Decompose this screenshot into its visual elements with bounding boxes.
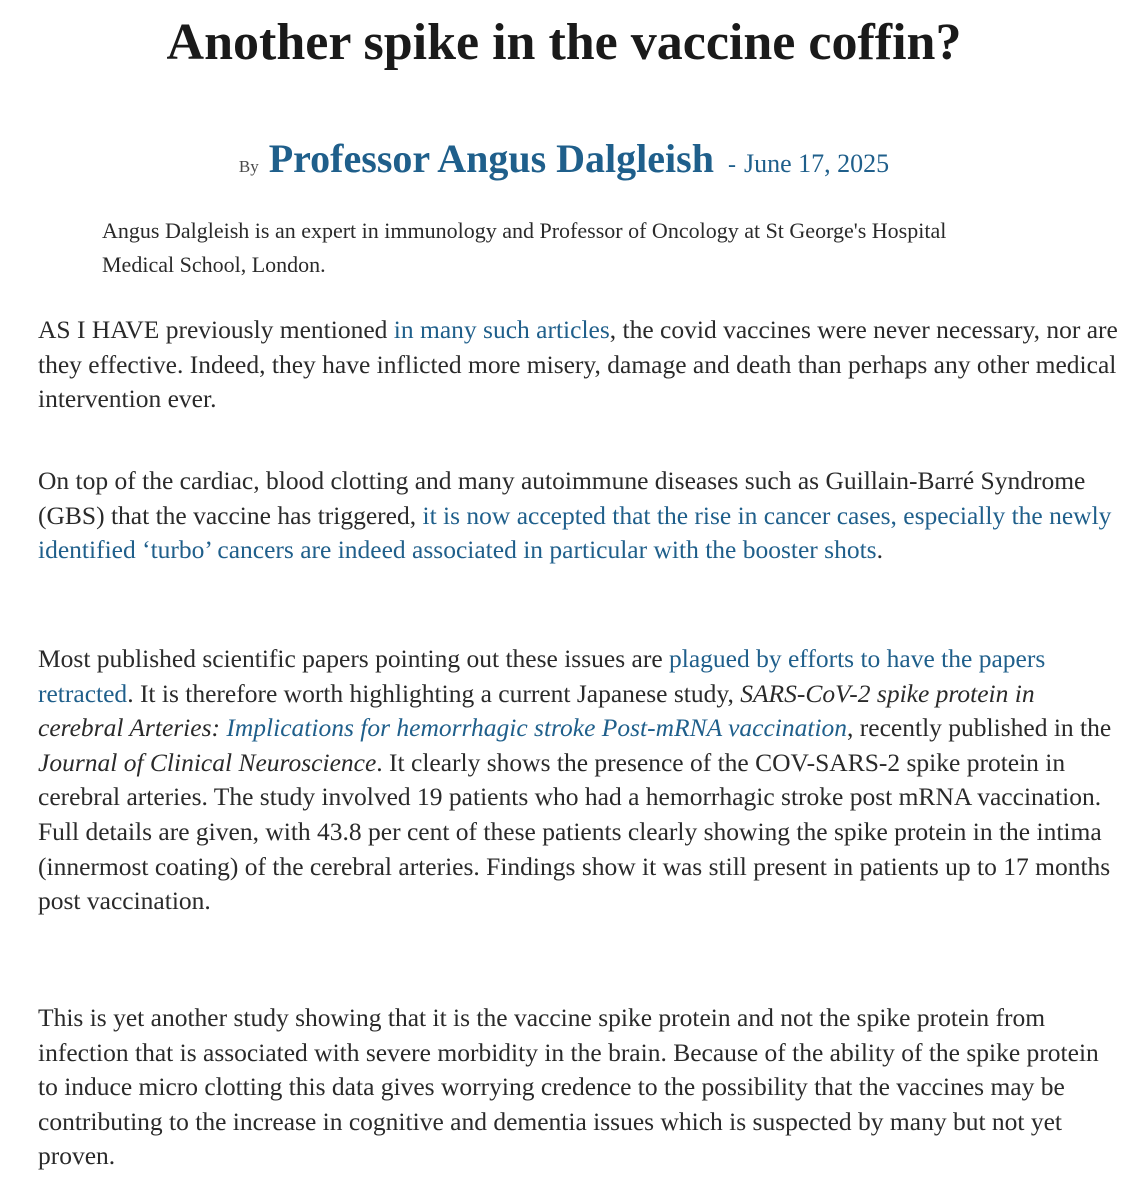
- link-cancer-booster-association[interactable]: it is now accepted that the rise in cancer cases, especially the newly identified ‘turbo’ cancers are indeed associated in particular with the booster shots: [38, 500, 1112, 565]
- study-title-italic: SARS-CoV-2 spike protein in cerebral Arteries:: [38, 678, 1035, 743]
- link-study-title[interactable]: [226, 713, 847, 742]
- paragraph-text: This is yet another study showing that it is the vaccine spike protein and not the spike protein from infection that is associated with severe morbidity in the brain. Because of the ability of the spike protein to induce micro clotting this data gives worrying credence to the possibility that the vaccines may be contributing to the increase in cognitive and dementia issues which is suspected by many but not yet proven.: [38, 1003, 1099, 1171]
- link-many-such-articles[interactable]: in many such articles: [393, 315, 610, 344]
- paragraph-text: , the covid vaccines were never necessary, nor are they effective. Indeed, they have inflicted more misery, damage and death than perhaps any other medical intervention ever.: [38, 315, 1118, 414]
- study-title-link-text: Implications for hemorrhagic stroke Post-mRNA vaccination: [226, 713, 848, 743]
- paragraph-text: . It is therefore worth highlighting a current Japanese study,: [127, 678, 741, 708]
- paragraph-text: AS I HAVE previously mentioned: [38, 315, 394, 344]
- byline: [0, 131, 1128, 196]
- byline-by: By: [238, 157, 259, 176]
- paragraph-text: On top of the cardiac, blood clotting and many autoimmune diseases such as Guillain-Barré Syndrome (GBS) that the vaccine has triggered,: [38, 466, 1086, 530]
- article-paragraph-2: [38, 464, 1118, 568]
- journal-name: Journal of Clinical Neuroscience: [38, 747, 377, 777]
- article-paragraph-4: [38, 1001, 1118, 1174]
- article-paragraph-3: [38, 642, 1118, 919]
- paragraph-text: , recently published in the: [847, 713, 1112, 743]
- paragraph-text: . It clearly shows the presence of the COV-SARS-2 spike protein in cerebral arteries. The study involved 19 patients who had a hemorrhagic stroke post mRNA vaccination. Full details are given, with 43.8 per cent of these patients clearly showing the spike protein in the intima (innermost coating) of the cerebral arteries. Findings show it was still present in patients up to 17 months post vaccination.: [38, 747, 1111, 916]
- article-title: Another spike in the vaccine coffin?: [166, 14, 962, 71]
- byline-separator: -: [727, 152, 736, 178]
- author-bio: Angus Dalgleish is an expert in immunology and Professor of Oncology at St George's Hospital Medical School, London.: [102, 218, 947, 277]
- link-papers-retracted[interactable]: plagued by efforts to have the papers retracted: [38, 644, 1046, 708]
- paragraph-text: Most published scientific papers pointing out these issues are: [38, 644, 670, 673]
- publish-date: June 17, 2025: [743, 149, 890, 178]
- article-paragraph-1: [38, 313, 1118, 417]
- paragraph-text: .: [876, 535, 883, 565]
- author-link[interactable]: Professor Angus Dalgleish: [268, 136, 714, 181]
